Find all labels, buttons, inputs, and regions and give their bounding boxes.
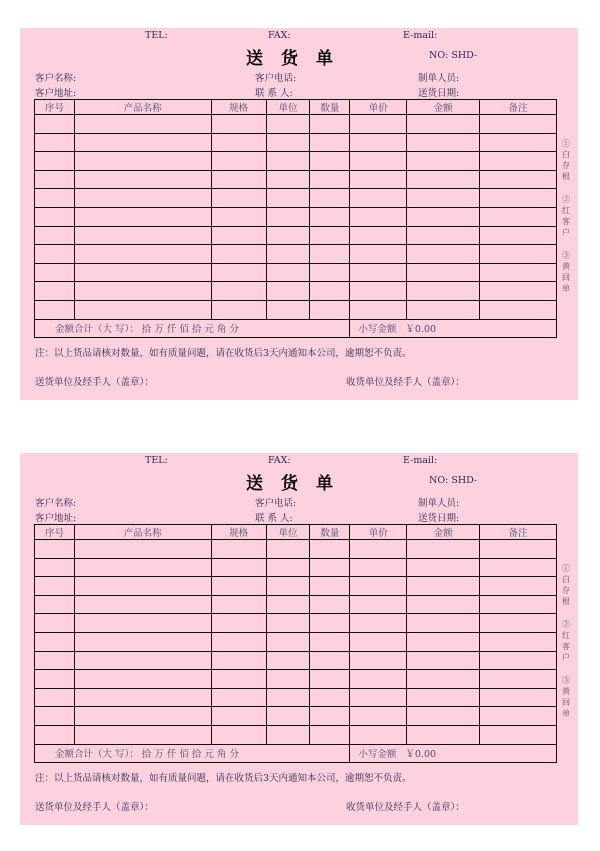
- table-cell[interactable]: [480, 540, 557, 559]
- table-cell[interactable]: [350, 245, 407, 264]
- table-cell[interactable]: [407, 651, 480, 670]
- table-cell[interactable]: [211, 133, 266, 152]
- table-cell[interactable]: [211, 558, 266, 577]
- table-cell[interactable]: [480, 189, 557, 208]
- table-cell[interactable]: [266, 651, 310, 670]
- table-cell[interactable]: [350, 632, 407, 651]
- column-header: 单价: [350, 525, 407, 540]
- column-header: 备注: [480, 525, 557, 540]
- table-cell[interactable]: [211, 651, 266, 670]
- table-cell[interactable]: [407, 688, 480, 707]
- table-cell[interactable]: [480, 115, 557, 134]
- sender-signature-label: 送货单位及经手人（盖章）：: [35, 377, 154, 388]
- table-cell[interactable]: [407, 245, 480, 264]
- delivery-date-label: 送货日期:: [418, 513, 460, 524]
- customer-phone-label: 客户电话:: [255, 498, 297, 509]
- table-row: [35, 688, 557, 707]
- table-cell[interactable]: [310, 688, 350, 707]
- copy-label-white: ①白存根: [562, 139, 570, 181]
- delivery-note-form: [20, 28, 578, 400]
- table-cell[interactable]: [480, 226, 557, 245]
- table-cell[interactable]: [480, 207, 557, 226]
- table-cell[interactable]: [310, 207, 350, 226]
- table-cell[interactable]: [266, 263, 310, 282]
- table-cell[interactable]: [407, 189, 480, 208]
- table-cell[interactable]: [74, 725, 211, 744]
- table-cell[interactable]: [74, 282, 211, 301]
- total-upper: 金额合计（大 写）： 拾 万 仟 佰 拾 元 角 分: [35, 319, 350, 338]
- table-cell[interactable]: [266, 577, 310, 596]
- table-cell[interactable]: [310, 115, 350, 134]
- table-cell[interactable]: [310, 189, 350, 208]
- table-cell[interactable]: [480, 133, 557, 152]
- table-cell[interactable]: [310, 558, 350, 577]
- table-cell[interactable]: [480, 263, 557, 282]
- table-cell[interactable]: [74, 115, 211, 134]
- column-header: 单价: [350, 100, 407, 115]
- table-row: [35, 115, 557, 134]
- column-header: 单位: [266, 100, 310, 115]
- table-cell[interactable]: [266, 558, 310, 577]
- contact-label: 联 系 人:: [255, 513, 293, 524]
- table-cell[interactable]: [35, 577, 75, 596]
- table-cell[interactable]: [266, 688, 310, 707]
- table-cell[interactable]: [350, 577, 407, 596]
- table-cell[interactable]: [407, 152, 480, 171]
- table-cell[interactable]: [310, 725, 350, 744]
- table-cell[interactable]: [35, 540, 75, 559]
- tel-label: TEL:: [145, 30, 168, 41]
- table-row: [35, 558, 557, 577]
- table-cell[interactable]: [407, 133, 480, 152]
- table-cell[interactable]: [74, 133, 211, 152]
- column-header: 数量: [310, 100, 350, 115]
- email-label: E-mail:: [403, 455, 438, 466]
- table-cell[interactable]: [480, 614, 557, 633]
- document-number: NO: SHD-: [429, 50, 478, 61]
- table-cell[interactable]: [211, 152, 266, 171]
- note-text: 注：以上货品请核对数量，如有质量问题，请在收货后3天内通知本公司，逾期恕不负责。: [35, 348, 412, 359]
- table-cell[interactable]: [74, 263, 211, 282]
- table-cell[interactable]: [35, 670, 75, 689]
- table-cell[interactable]: [211, 170, 266, 189]
- table-cell[interactable]: [480, 725, 557, 744]
- table-cell[interactable]: [480, 152, 557, 171]
- table-cell[interactable]: [310, 595, 350, 614]
- table-cell[interactable]: [350, 614, 407, 633]
- table-cell[interactable]: [310, 133, 350, 152]
- table-cell[interactable]: [35, 300, 75, 319]
- table-cell[interactable]: [35, 170, 75, 189]
- table-cell[interactable]: [266, 614, 310, 633]
- total-row: [35, 319, 557, 338]
- table-cell[interactable]: [480, 707, 557, 726]
- table-row: [35, 707, 557, 726]
- document-number: NO: SHD-: [429, 475, 478, 486]
- table-cell[interactable]: [74, 245, 211, 264]
- total-row: [35, 744, 557, 763]
- table-cell[interactable]: [350, 300, 407, 319]
- table-cell[interactable]: [350, 558, 407, 577]
- table-cell[interactable]: [266, 207, 310, 226]
- table-row: [35, 245, 557, 264]
- table-row: [35, 632, 557, 651]
- table-row: [35, 263, 557, 282]
- column-header: 序号: [35, 100, 75, 115]
- table-row: [35, 300, 557, 319]
- table-cell[interactable]: [310, 577, 350, 596]
- column-header: 序号: [35, 525, 75, 540]
- table-cell[interactable]: [211, 632, 266, 651]
- table-cell[interactable]: [35, 595, 75, 614]
- table-cell[interactable]: [480, 577, 557, 596]
- table-cell[interactable]: [350, 170, 407, 189]
- table-cell[interactable]: [35, 725, 75, 744]
- table-cell[interactable]: [350, 263, 407, 282]
- table-cell[interactable]: [266, 725, 310, 744]
- table-cell[interactable]: [211, 300, 266, 319]
- table-cell[interactable]: [480, 245, 557, 264]
- table-cell[interactable]: [74, 577, 211, 596]
- table-cell[interactable]: [35, 115, 75, 134]
- total-lower-label: 小写金额: [358, 324, 397, 336]
- table-cell[interactable]: [35, 189, 75, 208]
- table-cell[interactable]: [211, 245, 266, 264]
- customer-address-label: 客户地址:: [35, 513, 77, 524]
- table-cell[interactable]: [310, 670, 350, 689]
- table-cell[interactable]: [310, 614, 350, 633]
- creator-label: 制单人员:: [418, 73, 460, 84]
- table-cell[interactable]: [350, 651, 407, 670]
- table-cell[interactable]: [310, 540, 350, 559]
- table-cell[interactable]: [211, 725, 266, 744]
- table-cell[interactable]: [74, 614, 211, 633]
- table-cell[interactable]: [35, 707, 75, 726]
- table-cell[interactable]: [35, 651, 75, 670]
- table-cell[interactable]: [407, 577, 480, 596]
- table-cell[interactable]: [310, 707, 350, 726]
- table-cell[interactable]: [211, 595, 266, 614]
- table-cell[interactable]: [350, 707, 407, 726]
- table-cell[interactable]: [480, 300, 557, 319]
- table-cell[interactable]: [266, 540, 310, 559]
- table-cell[interactable]: [407, 595, 480, 614]
- total-upper: 金额合计（大 写）： 拾 万 仟 佰 拾 元 角 分: [35, 744, 350, 763]
- column-header: 规格: [211, 525, 266, 540]
- table-cell[interactable]: [211, 226, 266, 245]
- delivery-note-form: [20, 453, 578, 825]
- table-cell[interactable]: [407, 300, 480, 319]
- note-text: 注：以上货品请核对数量，如有质量问题，请在收货后3天内通知本公司，逾期恕不负责。: [35, 773, 412, 784]
- email-label: E-mail:: [403, 30, 438, 41]
- table-cell[interactable]: [74, 595, 211, 614]
- table-row: [35, 540, 557, 559]
- form-title: 送货单: [246, 49, 351, 69]
- receiver-signature-label: 收货单位及经手人（盖章）：: [346, 802, 465, 813]
- customer-name-label: 客户名称:: [35, 73, 77, 84]
- table-cell[interactable]: [266, 707, 310, 726]
- table-cell[interactable]: [266, 300, 310, 319]
- total-lower-value: ￥0.00: [405, 324, 437, 336]
- table-cell[interactable]: [35, 558, 75, 577]
- table-cell[interactable]: [74, 152, 211, 171]
- table-cell[interactable]: [211, 577, 266, 596]
- table-cell[interactable]: [480, 651, 557, 670]
- table-header-row: [35, 100, 557, 115]
- table-cell[interactable]: [211, 263, 266, 282]
- table-row: [35, 577, 557, 596]
- table-cell[interactable]: [480, 558, 557, 577]
- copy-label-red: ②红客户: [562, 620, 570, 662]
- table-row: [35, 670, 557, 689]
- table-cell[interactable]: [407, 614, 480, 633]
- table-cell[interactable]: [407, 632, 480, 651]
- table-cell[interactable]: [211, 189, 266, 208]
- table-row: [35, 725, 557, 744]
- table-cell[interactable]: [74, 540, 211, 559]
- table-row: [35, 226, 557, 245]
- table-cell[interactable]: [407, 558, 480, 577]
- table-cell[interactable]: [266, 245, 310, 264]
- items-table: [34, 99, 557, 338]
- table-cell[interactable]: [74, 207, 211, 226]
- table-cell[interactable]: [350, 133, 407, 152]
- table-cell[interactable]: [35, 152, 75, 171]
- table-cell[interactable]: [35, 282, 75, 301]
- table-row: [35, 614, 557, 633]
- customer-address-label: 客户地址:: [35, 88, 77, 99]
- copy-label-yellow: ③黄回单: [562, 676, 570, 718]
- table-cell[interactable]: [74, 632, 211, 651]
- column-header: 数量: [310, 525, 350, 540]
- column-header: 金额: [407, 525, 480, 540]
- table-cell[interactable]: [310, 226, 350, 245]
- table-cell[interactable]: [350, 540, 407, 559]
- table-cell[interactable]: [310, 632, 350, 651]
- receiver-signature-label: 收货单位及经手人（盖章）：: [346, 377, 465, 388]
- table-cell[interactable]: [350, 152, 407, 171]
- table-cell[interactable]: [211, 115, 266, 134]
- table-cell[interactable]: [350, 688, 407, 707]
- table-cell[interactable]: [350, 189, 407, 208]
- table-cell[interactable]: [35, 245, 75, 264]
- table-row: [35, 282, 557, 301]
- table-cell[interactable]: [310, 300, 350, 319]
- table-cell[interactable]: [350, 670, 407, 689]
- table-row: [35, 207, 557, 226]
- table-cell[interactable]: [266, 189, 310, 208]
- table-cell[interactable]: [211, 688, 266, 707]
- items-table: [34, 524, 557, 763]
- table-cell[interactable]: [211, 207, 266, 226]
- sender-signature-label: 送货单位及经手人（盖章）：: [35, 802, 154, 813]
- table-cell[interactable]: [266, 282, 310, 301]
- table-cell[interactable]: [407, 226, 480, 245]
- table-cell[interactable]: [350, 115, 407, 134]
- table-cell[interactable]: [480, 670, 557, 689]
- table-cell[interactable]: [74, 300, 211, 319]
- table-cell[interactable]: [74, 189, 211, 208]
- table-cell[interactable]: [350, 595, 407, 614]
- table-cell[interactable]: [211, 707, 266, 726]
- tel-label: TEL:: [145, 455, 168, 466]
- table-cell[interactable]: [266, 133, 310, 152]
- table-cell[interactable]: [407, 263, 480, 282]
- copy-label-red: ②红客户: [562, 195, 570, 237]
- table-cell[interactable]: [266, 115, 310, 134]
- delivery-date-label: 送货日期:: [418, 88, 460, 99]
- table-cell[interactable]: [407, 170, 480, 189]
- table-cell[interactable]: [211, 670, 266, 689]
- table-cell[interactable]: [74, 651, 211, 670]
- table-row: [35, 152, 557, 171]
- table-cell[interactable]: [211, 614, 266, 633]
- table-cell[interactable]: [350, 207, 407, 226]
- table-cell[interactable]: [74, 226, 211, 245]
- column-header: 金额: [407, 100, 480, 115]
- contact-label: 联 系 人:: [255, 88, 293, 99]
- table-cell[interactable]: [407, 540, 480, 559]
- table-cell[interactable]: [407, 725, 480, 744]
- table-row: [35, 170, 557, 189]
- table-cell[interactable]: [211, 282, 266, 301]
- table-cell[interactable]: [266, 170, 310, 189]
- table-cell[interactable]: [74, 558, 211, 577]
- table-cell[interactable]: [74, 707, 211, 726]
- table-cell[interactable]: [74, 688, 211, 707]
- table-cell[interactable]: [407, 115, 480, 134]
- fax-label: FAX:: [268, 30, 291, 41]
- table-cell[interactable]: [35, 226, 75, 245]
- table-cell[interactable]: [480, 688, 557, 707]
- table-cell[interactable]: [407, 282, 480, 301]
- table-row: [35, 189, 557, 208]
- table-cell[interactable]: [310, 263, 350, 282]
- table-cell[interactable]: [480, 595, 557, 614]
- form-title: 送货单: [246, 474, 351, 494]
- table-cell[interactable]: [74, 670, 211, 689]
- table-cell[interactable]: [266, 670, 310, 689]
- table-cell[interactable]: [310, 282, 350, 301]
- column-header: 备注: [480, 100, 557, 115]
- table-cell[interactable]: [211, 540, 266, 559]
- table-cell[interactable]: [310, 245, 350, 264]
- table-cell[interactable]: [266, 595, 310, 614]
- table-cell[interactable]: [350, 282, 407, 301]
- total-lower: [350, 319, 557, 338]
- table-header-row: [35, 525, 557, 540]
- total-lower-label: 小写金额: [358, 749, 397, 761]
- table-cell[interactable]: [480, 170, 557, 189]
- total-lower: [350, 744, 557, 763]
- column-header: 产品名称: [74, 525, 211, 540]
- table-cell[interactable]: [35, 207, 75, 226]
- table-cell[interactable]: [74, 170, 211, 189]
- creator-label: 制单人员:: [418, 498, 460, 509]
- table-cell[interactable]: [266, 152, 310, 171]
- table-cell[interactable]: [310, 170, 350, 189]
- table-cell[interactable]: [310, 152, 350, 171]
- table-cell[interactable]: [35, 133, 75, 152]
- customer-phone-label: 客户电话:: [255, 73, 297, 84]
- table-cell[interactable]: [480, 282, 557, 301]
- copy-label-yellow: ③黄回单: [562, 251, 570, 293]
- column-header: 规格: [211, 100, 266, 115]
- total-lower-value: ￥0.00: [405, 749, 437, 761]
- copy-label-white: ①白存根: [562, 564, 570, 606]
- table-cell[interactable]: [35, 263, 75, 282]
- table-cell[interactable]: [407, 207, 480, 226]
- table-cell[interactable]: [407, 670, 480, 689]
- table-row: [35, 133, 557, 152]
- customer-name-label: 客户名称:: [35, 498, 77, 509]
- table-cell[interactable]: [266, 632, 310, 651]
- table-cell[interactable]: [35, 688, 75, 707]
- column-header: 产品名称: [74, 100, 211, 115]
- table-row: [35, 595, 557, 614]
- table-cell[interactable]: [480, 632, 557, 651]
- fax-label: FAX:: [268, 455, 291, 466]
- table-row: [35, 651, 557, 670]
- table-cell[interactable]: [35, 614, 75, 633]
- column-header: 单位: [266, 525, 310, 540]
- table-cell[interactable]: [266, 226, 310, 245]
- table-cell[interactable]: [35, 632, 75, 651]
- table-cell[interactable]: [350, 725, 407, 744]
- table-cell[interactable]: [407, 707, 480, 726]
- table-cell[interactable]: [310, 651, 350, 670]
- table-cell[interactable]: [350, 226, 407, 245]
